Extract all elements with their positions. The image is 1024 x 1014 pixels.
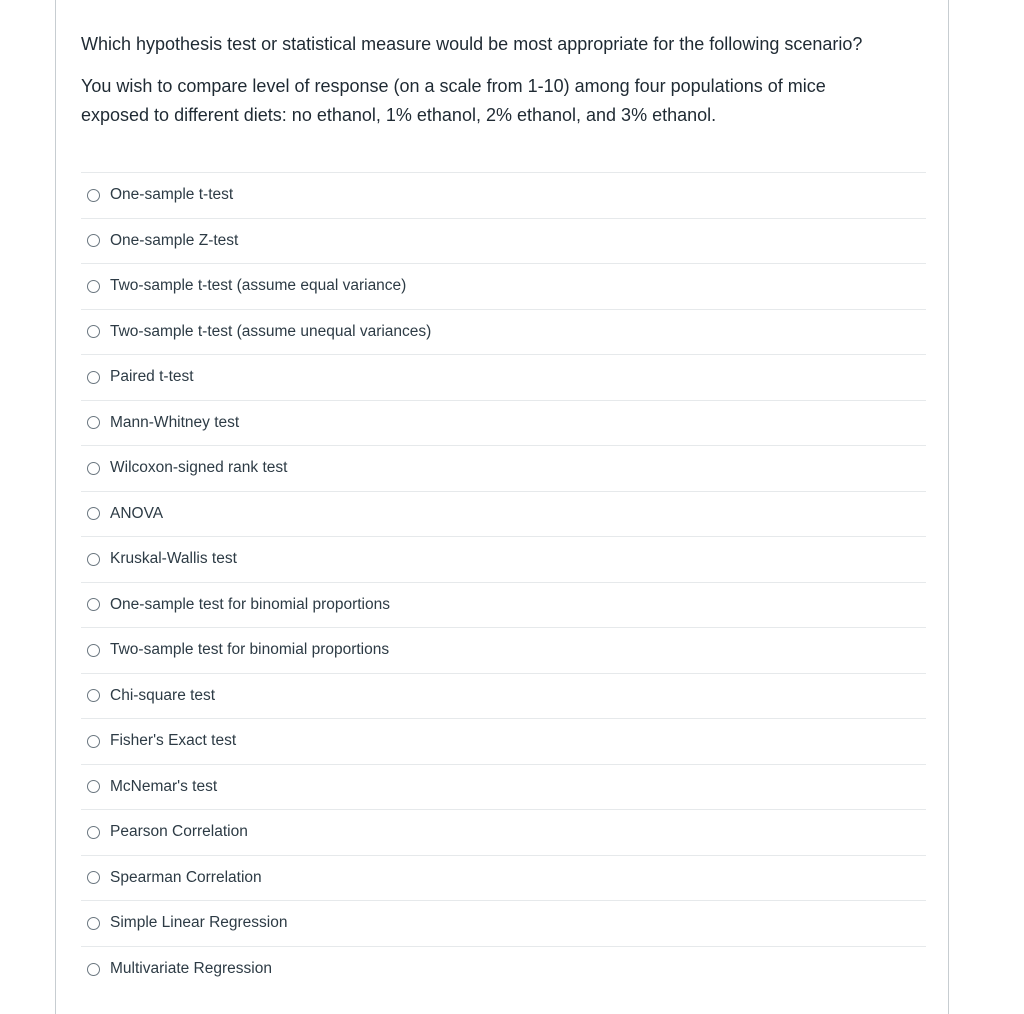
answer-label[interactable]: ANOVA <box>110 504 164 522</box>
answer-label[interactable]: Kruskal-Wallis test <box>110 550 237 568</box>
radio-button[interactable] <box>87 644 100 657</box>
answer-label[interactable]: Two-sample t-test (assume equal variance) <box>110 277 407 295</box>
radio-button[interactable] <box>87 735 100 748</box>
answer-label[interactable]: Chi-square test <box>110 686 216 704</box>
answer-label[interactable]: Mann-Whitney test <box>110 413 240 431</box>
answer-label[interactable]: Two-sample test for binomial proportions <box>110 641 390 659</box>
answer-option[interactable] <box>81 628 926 674</box>
answer-label[interactable]: Wilcoxon-signed rank test <box>110 459 288 477</box>
radio-button[interactable] <box>87 371 100 384</box>
answer-option[interactable] <box>81 719 926 765</box>
radio-button[interactable] <box>87 826 100 839</box>
radio-button[interactable] <box>87 780 100 793</box>
answer-option[interactable] <box>81 674 926 720</box>
answer-option[interactable] <box>81 173 926 219</box>
radio-button[interactable] <box>87 598 100 611</box>
answer-label[interactable]: Spearman Correlation <box>110 868 262 886</box>
answer-option[interactable] <box>81 446 926 492</box>
radio-button[interactable] <box>87 325 100 338</box>
radio-button[interactable] <box>87 689 100 702</box>
scenario-line-1: You wish to compare level of response (on a scale from 1-10) among four populations of mice <box>81 76 826 96</box>
answer-list <box>81 172 926 992</box>
radio-button[interactable] <box>87 507 100 520</box>
answer-label[interactable]: Simple Linear Regression <box>110 914 288 932</box>
quiz-question-panel <box>55 0 949 1014</box>
radio-button[interactable] <box>87 280 100 293</box>
answer-option[interactable] <box>81 264 926 310</box>
answer-option[interactable] <box>81 355 926 401</box>
question-scenario <box>81 72 931 130</box>
radio-button[interactable] <box>87 553 100 566</box>
answer-label[interactable]: Paired t-test <box>110 368 194 386</box>
answer-label[interactable]: One-sample Z-test <box>110 231 239 249</box>
answer-label[interactable]: Pearson Correlation <box>110 823 248 841</box>
answer-option[interactable] <box>81 310 926 356</box>
answer-option[interactable] <box>81 947 926 993</box>
answer-option[interactable] <box>81 401 926 447</box>
answer-label[interactable]: McNemar's test <box>110 777 218 795</box>
question-text <box>81 30 931 130</box>
answer-label[interactable]: Fisher's Exact test <box>110 732 237 750</box>
radio-button[interactable] <box>87 917 100 930</box>
answer-option[interactable] <box>81 765 926 811</box>
answer-label[interactable]: Two-sample t-test (assume unequal variances) <box>110 322 432 340</box>
answer-option[interactable] <box>81 856 926 902</box>
answer-option[interactable] <box>81 492 926 538</box>
radio-button[interactable] <box>87 189 100 202</box>
radio-button[interactable] <box>87 963 100 976</box>
radio-button[interactable] <box>87 416 100 429</box>
scenario-line-2: exposed to different diets: no ethanol, 1% ethanol, 2% ethanol, and 3% ethanol. <box>81 105 717 125</box>
answer-label[interactable]: One-sample test for binomial proportions <box>110 595 390 613</box>
answer-label[interactable]: Multivariate Regression <box>110 960 272 978</box>
radio-button[interactable] <box>87 234 100 247</box>
answer-option[interactable] <box>81 537 926 583</box>
answer-option[interactable] <box>81 583 926 629</box>
answer-option[interactable] <box>81 219 926 265</box>
radio-button[interactable] <box>87 871 100 884</box>
answer-option[interactable] <box>81 810 926 856</box>
answer-option[interactable] <box>81 901 926 947</box>
answer-label[interactable]: One-sample t-test <box>110 186 234 204</box>
radio-button[interactable] <box>87 462 100 475</box>
question-prompt: Which hypothesis test or statistical measure would be most appropriate for the following scenario? <box>81 34 863 54</box>
